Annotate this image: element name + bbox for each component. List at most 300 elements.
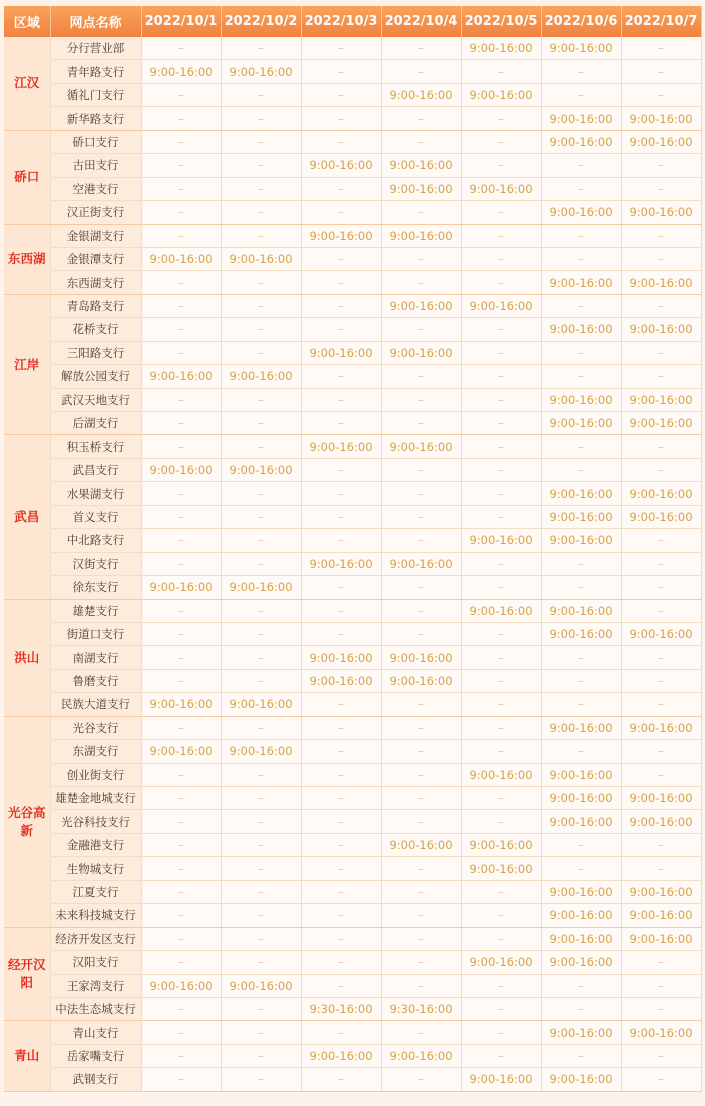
closed-cell: – [141, 388, 221, 411]
hours-cell: 9:00-16:00 [221, 458, 301, 481]
hours-cell: 9:00-16:00 [461, 529, 541, 552]
hours-cell: 9:00-16:00 [541, 716, 621, 739]
closed-cell: – [301, 107, 381, 130]
closed-cell: – [461, 669, 541, 692]
closed-cell: – [621, 60, 701, 83]
table-row [4, 341, 701, 364]
hours-cell: 9:00-16:00 [541, 505, 621, 528]
hours-cell: 9:00-16:00 [381, 177, 461, 200]
closed-cell: – [141, 154, 221, 177]
closed-cell: – [141, 505, 221, 528]
table-row [4, 83, 701, 106]
branch-name: 未来科技城支行 [50, 904, 141, 927]
closed-cell: – [541, 247, 621, 270]
branch-name: 创业街支行 [50, 763, 141, 786]
closed-cell: – [621, 177, 701, 200]
table-row [4, 294, 701, 317]
hours-cell: 9:00-16:00 [541, 1068, 621, 1091]
branch-name: 后湖支行 [50, 412, 141, 435]
branch-name: 解放公园支行 [50, 365, 141, 388]
closed-cell: – [141, 318, 221, 341]
closed-cell: – [381, 505, 461, 528]
closed-cell: – [141, 201, 221, 224]
branch-name: 光谷支行 [50, 716, 141, 739]
branch-name: 鲁磨支行 [50, 669, 141, 692]
branch-name: 积玉桥支行 [50, 435, 141, 458]
hours-cell: 9:00-16:00 [141, 247, 221, 270]
closed-cell: – [141, 716, 221, 739]
closed-cell: – [461, 716, 541, 739]
closed-cell: – [221, 224, 301, 247]
hours-cell: 9:00-16:00 [461, 951, 541, 974]
hours-cell: 9:00-16:00 [461, 833, 541, 856]
closed-cell: – [381, 880, 461, 903]
branch-hours-table [4, 6, 702, 1092]
closed-cell: – [221, 271, 301, 294]
hours-cell: 9:00-16:00 [381, 833, 461, 856]
hours-cell: 9:00-16:00 [141, 458, 221, 481]
closed-cell: – [301, 951, 381, 974]
hours-cell: 9:00-16:00 [541, 787, 621, 810]
closed-cell: – [541, 552, 621, 575]
table-row [4, 880, 701, 903]
closed-cell: – [301, 458, 381, 481]
branch-name: 东湖支行 [50, 740, 141, 763]
hours-cell: 9:00-16:00 [621, 787, 701, 810]
hours-cell: 9:00-16:00 [541, 37, 621, 60]
header-date: 2022/10/7 [621, 6, 701, 37]
closed-cell: – [541, 60, 621, 83]
closed-cell: – [141, 833, 221, 856]
table-row [4, 810, 701, 833]
hours-cell: 9:00-16:00 [381, 83, 461, 106]
table-row [4, 552, 701, 575]
closed-cell: – [301, 318, 381, 341]
hours-cell: 9:00-16:00 [301, 646, 381, 669]
table-row [4, 927, 701, 950]
hours-cell: 9:00-16:00 [621, 107, 701, 130]
closed-cell: – [461, 201, 541, 224]
header-row [4, 6, 701, 37]
hours-cell: 9:00-16:00 [461, 857, 541, 880]
closed-cell: – [541, 83, 621, 106]
closed-cell: – [141, 271, 221, 294]
table-row [4, 37, 701, 60]
closed-cell: – [381, 130, 461, 153]
closed-cell: – [141, 763, 221, 786]
closed-cell: – [381, 318, 461, 341]
hours-cell: 9:00-16:00 [301, 435, 381, 458]
closed-cell: – [621, 83, 701, 106]
closed-cell: – [461, 412, 541, 435]
closed-cell: – [621, 224, 701, 247]
closed-cell: – [141, 1044, 221, 1067]
closed-cell: – [141, 177, 221, 200]
branch-name: 徐东支行 [50, 576, 141, 599]
branch-name: 首义支行 [50, 505, 141, 528]
hours-cell: 9:00-16:00 [381, 341, 461, 364]
hours-cell: 9:00-16:00 [301, 224, 381, 247]
closed-cell: – [541, 693, 621, 716]
table-row [4, 529, 701, 552]
closed-cell: – [141, 224, 221, 247]
region-cell: 经开汉阳 [4, 927, 50, 1021]
hours-cell: 9:00-16:00 [221, 576, 301, 599]
closed-cell: – [301, 177, 381, 200]
closed-cell: – [301, 716, 381, 739]
branch-name: 南湖支行 [50, 646, 141, 669]
closed-cell: – [301, 412, 381, 435]
hours-cell: 9:00-16:00 [221, 247, 301, 270]
closed-cell: – [381, 763, 461, 786]
hours-cell: 9:00-16:00 [541, 107, 621, 130]
closed-cell: – [381, 740, 461, 763]
closed-cell: – [221, 810, 301, 833]
closed-cell: – [381, 271, 461, 294]
table-row [4, 458, 701, 481]
hours-cell: 9:00-16:00 [621, 271, 701, 294]
closed-cell: – [461, 130, 541, 153]
closed-cell: – [621, 154, 701, 177]
branch-name: 街道口支行 [50, 622, 141, 645]
closed-cell: – [221, 83, 301, 106]
closed-cell: – [221, 318, 301, 341]
hours-cell: 9:00-16:00 [301, 1044, 381, 1067]
closed-cell: – [381, 37, 461, 60]
closed-cell: – [221, 1044, 301, 1067]
table-row [4, 247, 701, 270]
closed-cell: – [621, 763, 701, 786]
closed-cell: – [461, 576, 541, 599]
region-cell: 东西湖 [4, 224, 50, 294]
closed-cell: – [541, 997, 621, 1020]
hours-cell: 9:00-16:00 [301, 669, 381, 692]
closed-cell: – [541, 177, 621, 200]
branch-name: 武昌支行 [50, 458, 141, 481]
hours-cell: 9:00-16:00 [221, 693, 301, 716]
closed-cell: – [541, 154, 621, 177]
hours-cell: 9:00-16:00 [141, 60, 221, 83]
closed-cell: – [381, 529, 461, 552]
closed-cell: – [221, 880, 301, 903]
hours-cell: 9:00-16:00 [621, 318, 701, 341]
closed-cell: – [461, 154, 541, 177]
table-row [4, 107, 701, 130]
branch-name: 水果湖支行 [50, 482, 141, 505]
closed-cell: – [301, 857, 381, 880]
closed-cell: – [301, 271, 381, 294]
closed-cell: – [221, 951, 301, 974]
closed-cell: – [221, 130, 301, 153]
closed-cell: – [301, 201, 381, 224]
closed-cell: – [621, 552, 701, 575]
closed-cell: – [621, 833, 701, 856]
hours-cell: 9:00-16:00 [541, 130, 621, 153]
closed-cell: – [381, 599, 461, 622]
table-row [4, 599, 701, 622]
table-row [4, 318, 701, 341]
closed-cell: – [621, 529, 701, 552]
branch-name: 新华路支行 [50, 107, 141, 130]
closed-cell: – [141, 294, 221, 317]
closed-cell: – [301, 365, 381, 388]
closed-cell: – [381, 576, 461, 599]
closed-cell: – [221, 669, 301, 692]
hours-cell: 9:00-16:00 [621, 482, 701, 505]
closed-cell: – [621, 435, 701, 458]
closed-cell: – [221, 37, 301, 60]
hours-cell: 9:00-16:00 [301, 341, 381, 364]
closed-cell: – [141, 997, 221, 1020]
closed-cell: – [221, 787, 301, 810]
hours-cell: 9:00-16:00 [141, 576, 221, 599]
table-row [4, 130, 701, 153]
hours-cell: 9:00-16:00 [541, 388, 621, 411]
closed-cell: – [541, 294, 621, 317]
closed-cell: – [301, 974, 381, 997]
hours-cell: 9:00-16:00 [541, 904, 621, 927]
branch-name: 青山支行 [50, 1021, 141, 1044]
branch-name: 东西湖支行 [50, 271, 141, 294]
hours-cell: 9:00-16:00 [541, 482, 621, 505]
closed-cell: – [461, 247, 541, 270]
hours-cell: 9:00-16:00 [141, 365, 221, 388]
closed-cell: – [301, 622, 381, 645]
region-cell: 硚口 [4, 130, 50, 224]
closed-cell: – [461, 107, 541, 130]
closed-cell: – [381, 482, 461, 505]
hours-cell: 9:00-16:00 [301, 154, 381, 177]
hours-cell: 9:00-16:00 [541, 599, 621, 622]
table-row [4, 201, 701, 224]
hours-cell: 9:00-16:00 [541, 318, 621, 341]
closed-cell: – [301, 60, 381, 83]
closed-cell: – [301, 787, 381, 810]
closed-cell: – [381, 458, 461, 481]
closed-cell: – [301, 880, 381, 903]
closed-cell: – [141, 83, 221, 106]
hours-cell: 9:00-16:00 [381, 294, 461, 317]
closed-cell: – [221, 177, 301, 200]
closed-cell: – [541, 224, 621, 247]
closed-cell: – [141, 857, 221, 880]
closed-cell: – [221, 388, 301, 411]
closed-cell: – [301, 482, 381, 505]
header-branch: 网点名称 [50, 6, 141, 37]
table-row [4, 271, 701, 294]
header-date: 2022/10/4 [381, 6, 461, 37]
closed-cell: – [621, 247, 701, 270]
closed-cell: – [461, 224, 541, 247]
table-row [4, 1021, 701, 1044]
table-row [4, 154, 701, 177]
closed-cell: – [461, 365, 541, 388]
closed-cell: – [221, 1068, 301, 1091]
hours-cell: 9:00-16:00 [541, 951, 621, 974]
table-row [4, 622, 701, 645]
closed-cell: – [621, 365, 701, 388]
closed-cell: – [541, 458, 621, 481]
hours-cell: 9:00-16:00 [221, 365, 301, 388]
branch-name: 金融港支行 [50, 833, 141, 856]
hours-cell: 9:00-16:00 [461, 1068, 541, 1091]
closed-cell: – [621, 951, 701, 974]
closed-cell: – [141, 787, 221, 810]
closed-cell: – [301, 130, 381, 153]
closed-cell: – [141, 552, 221, 575]
closed-cell: – [381, 693, 461, 716]
closed-cell: – [541, 974, 621, 997]
closed-cell: – [221, 294, 301, 317]
closed-cell: – [381, 247, 461, 270]
header-region: 区域 [4, 6, 50, 37]
closed-cell: – [461, 740, 541, 763]
branch-name: 生物城支行 [50, 857, 141, 880]
closed-cell: – [541, 341, 621, 364]
closed-cell: – [381, 904, 461, 927]
closed-cell: – [221, 927, 301, 950]
hours-cell: 9:00-16:00 [381, 646, 461, 669]
hours-cell: 9:00-16:00 [541, 763, 621, 786]
branch-name: 青年路支行 [50, 60, 141, 83]
closed-cell: – [221, 107, 301, 130]
hours-cell: 9:00-16:00 [221, 740, 301, 763]
closed-cell: – [461, 271, 541, 294]
closed-cell: – [141, 107, 221, 130]
closed-cell: – [301, 37, 381, 60]
branch-name: 雄楚金地城支行 [50, 787, 141, 810]
hours-cell: 9:00-16:00 [541, 529, 621, 552]
closed-cell: – [141, 904, 221, 927]
hours-cell: 9:00-16:00 [461, 599, 541, 622]
table-row [4, 505, 701, 528]
closed-cell: – [141, 599, 221, 622]
closed-cell: – [381, 412, 461, 435]
closed-cell: – [381, 951, 461, 974]
hours-cell: 9:00-16:00 [541, 1021, 621, 1044]
table-row [4, 974, 701, 997]
closed-cell: – [621, 857, 701, 880]
hours-cell: 9:00-16:00 [621, 1021, 701, 1044]
closed-cell: – [221, 412, 301, 435]
hours-cell: 9:00-16:00 [621, 810, 701, 833]
header-date: 2022/10/5 [461, 6, 541, 37]
closed-cell: – [141, 130, 221, 153]
branch-name: 中北路支行 [50, 529, 141, 552]
branch-name: 光谷科技支行 [50, 810, 141, 833]
closed-cell: – [301, 1021, 381, 1044]
hours-cell: 9:00-16:00 [381, 154, 461, 177]
table-row [4, 388, 701, 411]
header-date: 2022/10/1 [141, 6, 221, 37]
closed-cell: – [461, 904, 541, 927]
closed-cell: – [461, 341, 541, 364]
table-row [4, 833, 701, 856]
hours-cell: 9:00-16:00 [621, 622, 701, 645]
closed-cell: – [621, 1068, 701, 1091]
hours-cell: 9:00-16:00 [141, 974, 221, 997]
closed-cell: – [461, 458, 541, 481]
closed-cell: – [541, 365, 621, 388]
region-cell: 武昌 [4, 435, 50, 599]
closed-cell: – [141, 341, 221, 364]
hours-cell: 9:00-16:00 [621, 505, 701, 528]
hours-cell: 9:00-16:00 [301, 552, 381, 575]
branch-name: 王家湾支行 [50, 974, 141, 997]
closed-cell: – [541, 740, 621, 763]
hours-cell: 9:00-16:00 [541, 271, 621, 294]
closed-cell: – [461, 1044, 541, 1067]
closed-cell: – [381, 857, 461, 880]
closed-cell: – [301, 529, 381, 552]
closed-cell: – [461, 974, 541, 997]
table-row [4, 740, 701, 763]
hours-cell: 9:00-16:00 [541, 927, 621, 950]
closed-cell: – [301, 247, 381, 270]
closed-cell: – [301, 810, 381, 833]
closed-cell: – [301, 294, 381, 317]
hours-cell: 9:00-16:00 [541, 201, 621, 224]
hours-cell: 9:00-16:00 [381, 435, 461, 458]
table-row [4, 365, 701, 388]
hours-cell: 9:00-16:00 [621, 201, 701, 224]
table-row [4, 669, 701, 692]
closed-cell: – [381, 60, 461, 83]
closed-cell: – [141, 412, 221, 435]
closed-cell: – [301, 83, 381, 106]
closed-cell: – [301, 388, 381, 411]
closed-cell: – [461, 435, 541, 458]
closed-cell: – [221, 505, 301, 528]
table-row [4, 787, 701, 810]
closed-cell: – [141, 622, 221, 645]
table-row [4, 904, 701, 927]
closed-cell: – [301, 763, 381, 786]
closed-cell: – [141, 37, 221, 60]
table-body [4, 37, 701, 1091]
hours-cell: 9:00-16:00 [221, 60, 301, 83]
header-date: 2022/10/2 [221, 6, 301, 37]
hours-cell: 9:00-16:00 [461, 83, 541, 106]
closed-cell: – [461, 388, 541, 411]
closed-cell: – [461, 1021, 541, 1044]
table-row [4, 951, 701, 974]
branch-name: 汉阳支行 [50, 951, 141, 974]
closed-cell: – [621, 37, 701, 60]
branch-name: 循礼门支行 [50, 83, 141, 106]
closed-cell: – [461, 646, 541, 669]
branch-name: 花桥支行 [50, 318, 141, 341]
closed-cell: – [141, 435, 221, 458]
branch-name: 硚口支行 [50, 130, 141, 153]
closed-cell: – [301, 693, 381, 716]
closed-cell: – [221, 716, 301, 739]
closed-cell: – [621, 458, 701, 481]
hours-cell: 9:00-16:00 [541, 810, 621, 833]
closed-cell: – [621, 669, 701, 692]
closed-cell: – [221, 529, 301, 552]
hours-cell: 9:00-16:00 [621, 388, 701, 411]
closed-cell: – [381, 716, 461, 739]
branch-name: 江夏支行 [50, 880, 141, 903]
closed-cell: – [621, 294, 701, 317]
table-row [4, 693, 701, 716]
hours-cell: 9:00-16:00 [621, 880, 701, 903]
branch-name: 青岛路支行 [50, 294, 141, 317]
closed-cell: – [381, 810, 461, 833]
hours-cell: 9:00-16:00 [141, 693, 221, 716]
branch-name: 岳家嘴支行 [50, 1044, 141, 1067]
